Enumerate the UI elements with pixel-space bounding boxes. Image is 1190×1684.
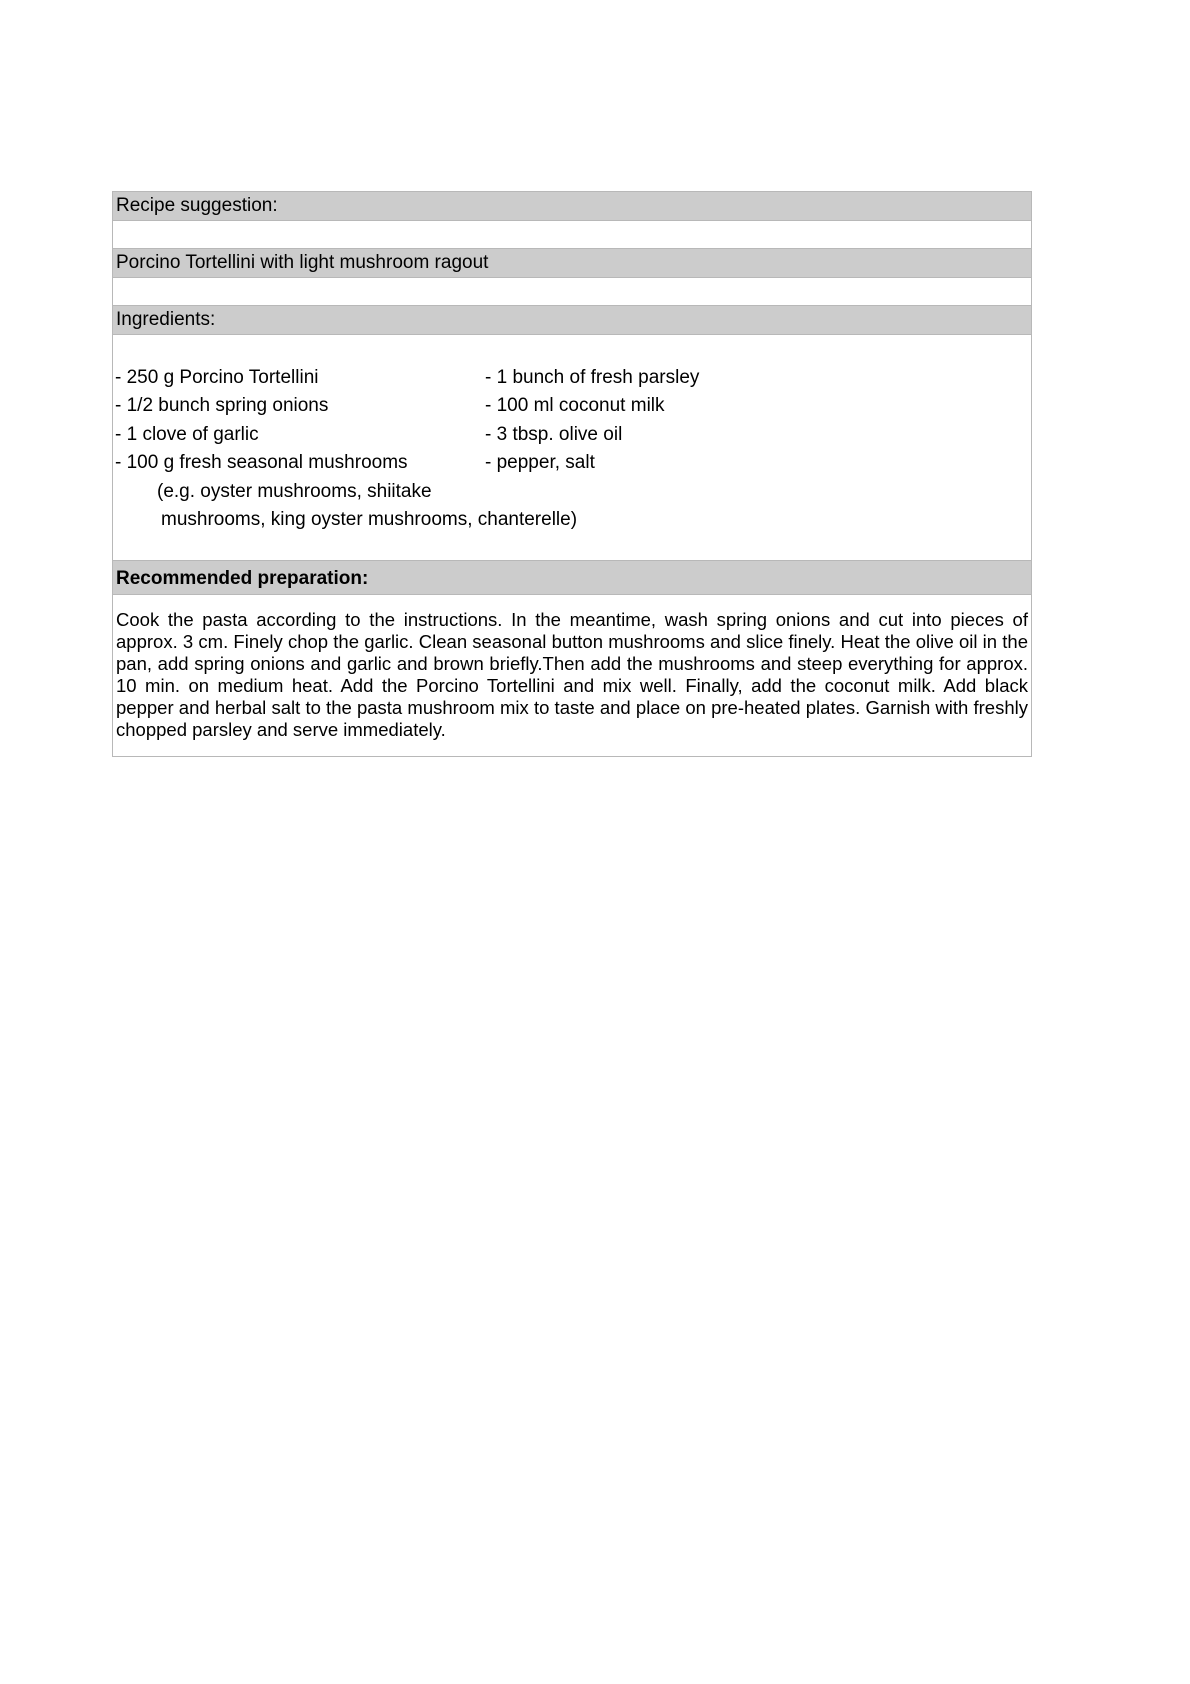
recipe-title: Porcino Tortellini with light mushroom ragout (113, 249, 1031, 278)
ingredients-list (113, 335, 1031, 561)
ingredient-item: - 1 clove of garlic (115, 424, 259, 445)
ingredient-item: - pepper, salt (485, 452, 595, 473)
preparation-text: Cook the pasta according to the instructions. In the meantime, wash spring onions and cut into pieces of approx. 3 cm. Finely chop the garlic. Clean seasonal button mushrooms and slice finely. Heat the olive oil in the pan, add spring onions and garlic and brown briefly.Then add the mushrooms and steep everything for approx. 10 min. on medium heat. Add the Porcino Tortellini and mix well. Finally, add the coconut milk. Add black pepper and herbal salt to the pasta mushroom mix to taste and place on pre-heated plates. Garnish with freshly chopped parsley and serve immediately. (116, 609, 1028, 740)
ingredient-note: (e.g. oyster mushrooms, shiitake (157, 481, 432, 502)
recipe-sheet (112, 191, 1032, 757)
ingredient-item: - 100 g fresh seasonal mushrooms (115, 452, 408, 473)
spacer-row (113, 221, 1031, 249)
ingredient-item: - 250 g Porcino Tortellini (115, 367, 319, 388)
ingredient-item: - 1/2 bunch spring onions (115, 395, 329, 416)
preparation-label: Recommended preparation: (113, 561, 1031, 595)
ingredient-item: - 100 ml coconut milk (485, 395, 665, 416)
spacer-row (113, 278, 1031, 306)
ingredient-item: - 3 tbsp. olive oil (485, 424, 623, 445)
ingredient-note: mushrooms, king oyster mushrooms, chanterelle) (161, 509, 578, 530)
ingredients-label: Ingredients: (113, 306, 1031, 335)
ingredient-item: - 1 bunch of fresh parsley (485, 367, 700, 388)
recipe-suggestion-label: Recipe suggestion: (113, 192, 1031, 221)
